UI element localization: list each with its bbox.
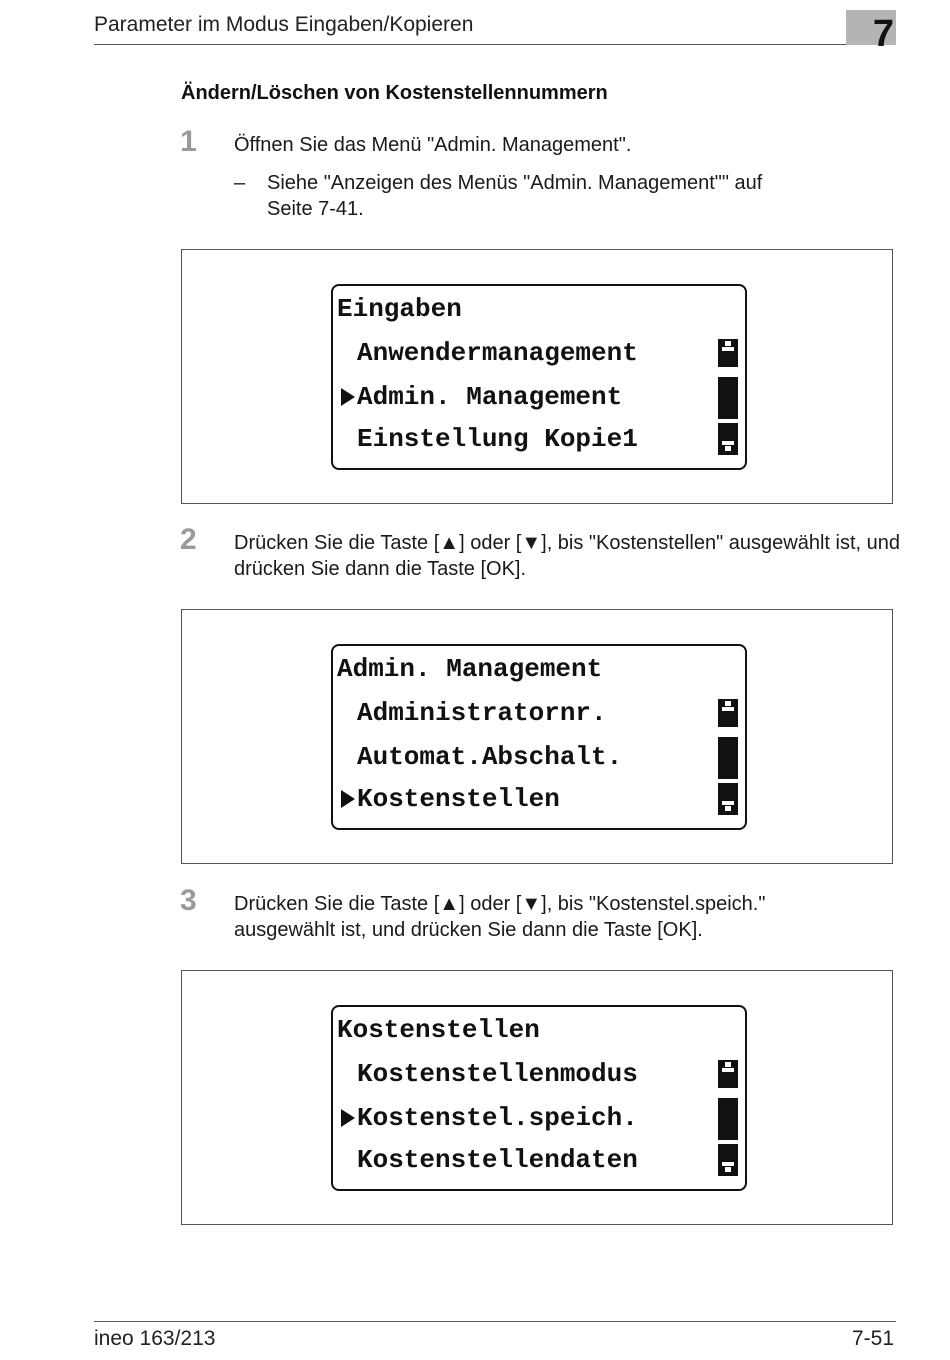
header-title: Parameter im Modus Eingaben/Kopieren — [94, 13, 474, 36]
lcd-menu-item: Automat.Abschalt. — [357, 742, 623, 772]
figure-frame — [181, 970, 893, 1225]
sub-item-dash: – — [234, 172, 246, 194]
step-text: Drücken Sie die Taste [▲] oder [▼], bis "Kostenstel.speich." ausgewählt ist, und drücken Sie dann die Taste [OK]. — [234, 893, 766, 941]
scrollbar-thumb — [718, 737, 738, 779]
selection-cursor-icon — [341, 388, 355, 406]
lcd-menu-item: Kostenstellenmodus — [357, 1059, 638, 1089]
lcd-menu-item-selected: Kostenstel.speich. — [357, 1103, 638, 1133]
sub-item-text: Siehe "Anzeigen des Menüs "Admin. Management"" auf Seite 7-41. — [267, 172, 763, 220]
lcd-screen — [331, 284, 747, 470]
lcd-title: Admin. Management — [337, 654, 603, 684]
step-number: 2 — [180, 523, 197, 556]
page-number: 7-51 — [851, 1327, 894, 1350]
lcd-menu-item: Kostenstellendaten — [357, 1145, 638, 1175]
step-text: Öffnen Sie das Menü "Admin. Management". — [234, 134, 632, 156]
header-rule — [94, 44, 846, 45]
scroll-up-icon — [718, 339, 738, 367]
step-number: 1 — [180, 125, 197, 158]
scroll-up-icon — [718, 1060, 738, 1088]
lcd-menu-item: Administratornr. — [357, 698, 607, 728]
chapter-tab — [846, 10, 896, 55]
figure-frame — [181, 249, 893, 504]
lcd-title: Eingaben — [337, 294, 462, 324]
scroll-down-icon — [718, 1144, 738, 1176]
footer-model: ineo 163/213 — [94, 1327, 216, 1350]
selection-cursor-icon — [341, 790, 355, 808]
scroll-down-icon — [718, 423, 738, 455]
footer-rule — [94, 1321, 896, 1322]
step-text: Drücken Sie die Taste [▲] oder [▼], bis "Kostenstellen" ausgewählt ist, und drücken Sie dann die Taste [OK]. — [234, 532, 900, 580]
lcd-menu-item-selected: Admin. Management — [357, 382, 623, 412]
lcd-menu-item: Anwendermanagement — [357, 338, 638, 368]
lcd-menu-item-selected: Kostenstellen — [357, 784, 560, 814]
scroll-down-icon — [718, 783, 738, 815]
lcd-screen — [331, 1005, 747, 1191]
chapter-number: 7 — [872, 13, 894, 55]
scrollbar-thumb — [718, 1098, 738, 1140]
selection-cursor-icon — [341, 1109, 355, 1127]
lcd-title: Kostenstellen — [337, 1015, 540, 1045]
scroll-up-icon — [718, 699, 738, 727]
figure-frame — [181, 609, 893, 864]
scrollbar-thumb — [718, 377, 738, 419]
lcd-menu-item: Einstellung Kopie1 — [357, 424, 638, 454]
section-heading: Ändern/Löschen von Kostenstellennummern — [181, 82, 608, 104]
step-number: 3 — [180, 884, 197, 917]
lcd-screen — [331, 644, 747, 830]
